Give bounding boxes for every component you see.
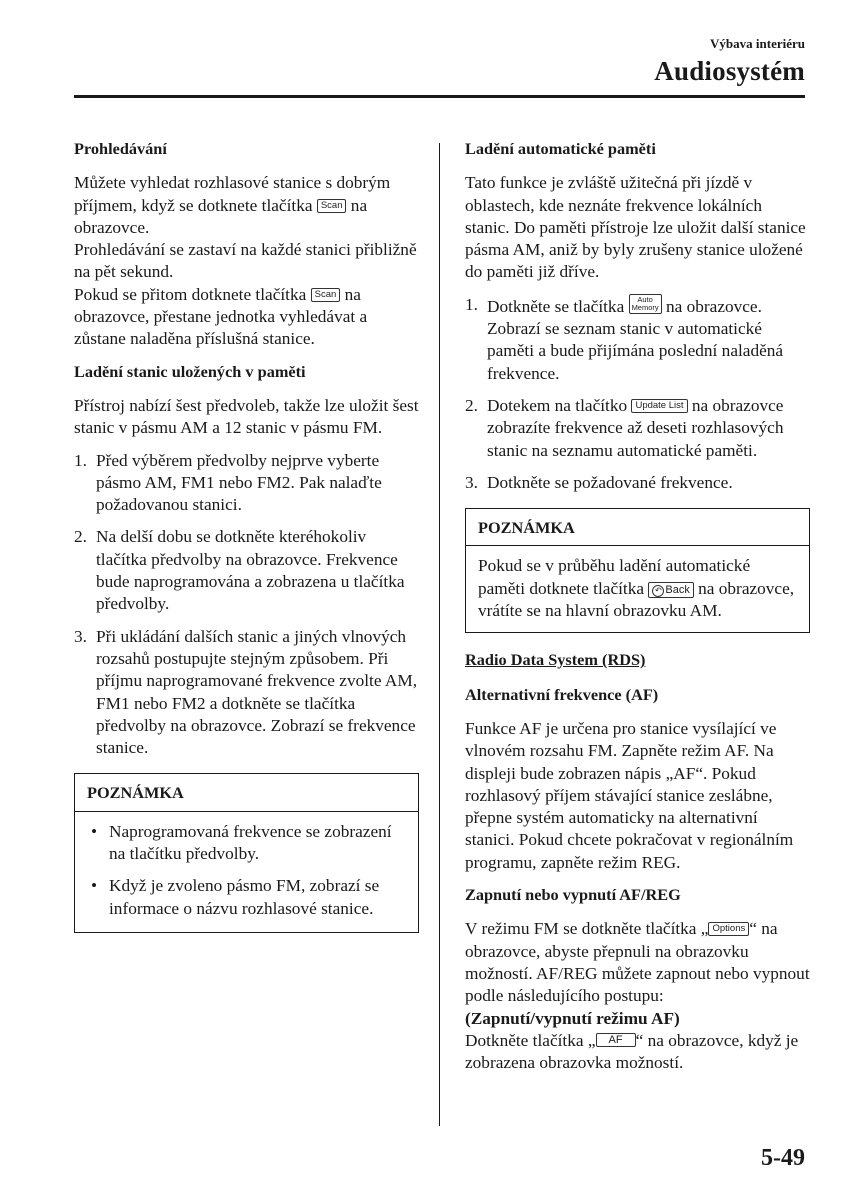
options-button[interactable]: Options [708, 922, 749, 936]
list-item: 2. Na delší dobu se dotkněte kteréhokoliv tlačítka předvolby na obrazovce. Frekvence bude naprogramována a zobrazena u tlačítka předvolby. [74, 527, 405, 614]
af-mode-text: Dotkněte tlačítka „ AF “ na obrazovce, když je zobrazena obrazovka možností. [465, 1030, 799, 1073]
header-section: Výbava interiéru [710, 36, 805, 51]
memory-steps [74, 450, 419, 760]
list-item: 1. Před výběrem předvolby nejprve vyberte pásmo AM, FM1 nebo FM2. Pak nalaďte požadovanou stanici. [74, 450, 382, 515]
page-number: 5-49 [761, 1145, 805, 1171]
list-item: • Naprogramovaná frekvence se zobrazení na tlačítku předvolby. [91, 821, 392, 864]
scan-heading: Prohledávání [74, 139, 167, 158]
scan-button[interactable]: Scan [317, 199, 347, 213]
scan-button[interactable]: Scan [311, 288, 341, 302]
list-item: 3. Při ukládání dalších stanic a jiných vlnových rozsahů postupujte stejným způsobem. Při příjmu naprogramované frekvence zvolte AM, FM1 nebo FM2 a dotkněte se tlačítka předvolby na obrazovce. Zobrazí se frekvence stanice. [74, 626, 418, 758]
back-arrow-icon: ↶ [652, 585, 664, 597]
memory-intro: Přístroj nabízí šest předvoleb, takže lze uložit šest stanic v pásmu AM a 12 stanic v pásmu FM. [74, 395, 419, 438]
scan-paragraph-3: Pokud se přitom dotknete tlačítka Scan na obrazovce, přestane jednotka vyhledávat a zůstane naladěna příslušná stanice. [74, 284, 368, 349]
af-heading: Alternativní frekvence (AF) [465, 684, 659, 704]
memory-heading: Ladění stanic uložených v paměti [74, 361, 306, 381]
left-column [74, 138, 419, 949]
page-title: Audiosystém [654, 56, 805, 86]
back-button[interactable]: ↶ Back [648, 582, 693, 598]
af-reg-heading: Zapnutí nebo vypnutí AF/REG [465, 885, 681, 905]
header-rule [74, 95, 805, 98]
list-item: 2. Dotekem na tlačítko Update List na obrazovce zobrazíte frekvence až deseti rozhlasových stanic na seznamu automatické paměti. [465, 395, 784, 460]
update-list-button[interactable]: Update List [631, 399, 687, 413]
note-heading: POZNÁMKA [466, 509, 809, 546]
af-button[interactable]: AF [596, 1033, 636, 1047]
auto-memory-heading: Ladění automatické paměti [465, 139, 656, 158]
af-mode-heading: (Zapnutí/vypnutí režimu AF) [465, 1008, 680, 1028]
column-divider [439, 143, 440, 1126]
af-text: Funkce AF je určena pro stanice vysílající ve vlnovém rozsahu FM. Zapněte režim AF. Na displeji bude zobrazen nápis „AF“. Pokud rozhlasový příjem stávající stanice zeslábne, přepne systém automaticky na alternativní stanici. Pokud chcete pokračovat v regionálním programu, zapněte režim REG. [465, 718, 794, 872]
note-heading: POZNÁMKA [75, 774, 418, 811]
note-box [465, 508, 810, 633]
list-item: 1. Dotkněte se tlačítka Auto Memory na obrazovce. Zobrazí se seznam stanic v automatické paměti a bude přijímána poslední naladěná frekvence. [465, 294, 784, 383]
note-text: Pokud se v průběhu ladění automatické paměti dotknete tlačítka ↶ Back na obrazovce, vrátíte se na hlavní obrazovku AM. [478, 556, 795, 621]
list-item: • Když je zvoleno pásmo FM, zobrazí se informace o názvu rozhlasové stanice. [91, 876, 380, 918]
scan-paragraph-1: Můžete vyhledat rozhlasové stanice s dobrým příjmem, když se dotknete tlačítka Scan na obrazovce. [74, 173, 391, 237]
af-reg-text: V režimu FM se dotkněte tlačítka „ Options “ na obrazovce, abyste přepnuli na obrazovku možností. AF/REG můžete zapnout nebo vypnout podle následujícího postupu: [465, 919, 810, 1006]
auto-memory-intro: Tato funkce je zvláště užitečná při jízdě v oblastech, kde neznáte frekvence lokálních stanic. Do paměti přístroje lze uložit další stanice pásma AM, aniž by byly zrušeny stanice uložené do paměti již dříve. [465, 173, 806, 282]
right-column [465, 138, 810, 1084]
auto-memory-button[interactable]: Auto Memory [629, 294, 662, 314]
auto-memory-steps [465, 294, 810, 494]
note-box [74, 773, 419, 932]
rds-heading: Radio Data System (RDS) [465, 650, 646, 670]
scan-paragraph-2: Prohledávání se zastaví na každé stanici přibližně na pět sekund. [74, 240, 417, 282]
list-item: 3. Dotkněte se požadované frekvence. [465, 472, 733, 492]
